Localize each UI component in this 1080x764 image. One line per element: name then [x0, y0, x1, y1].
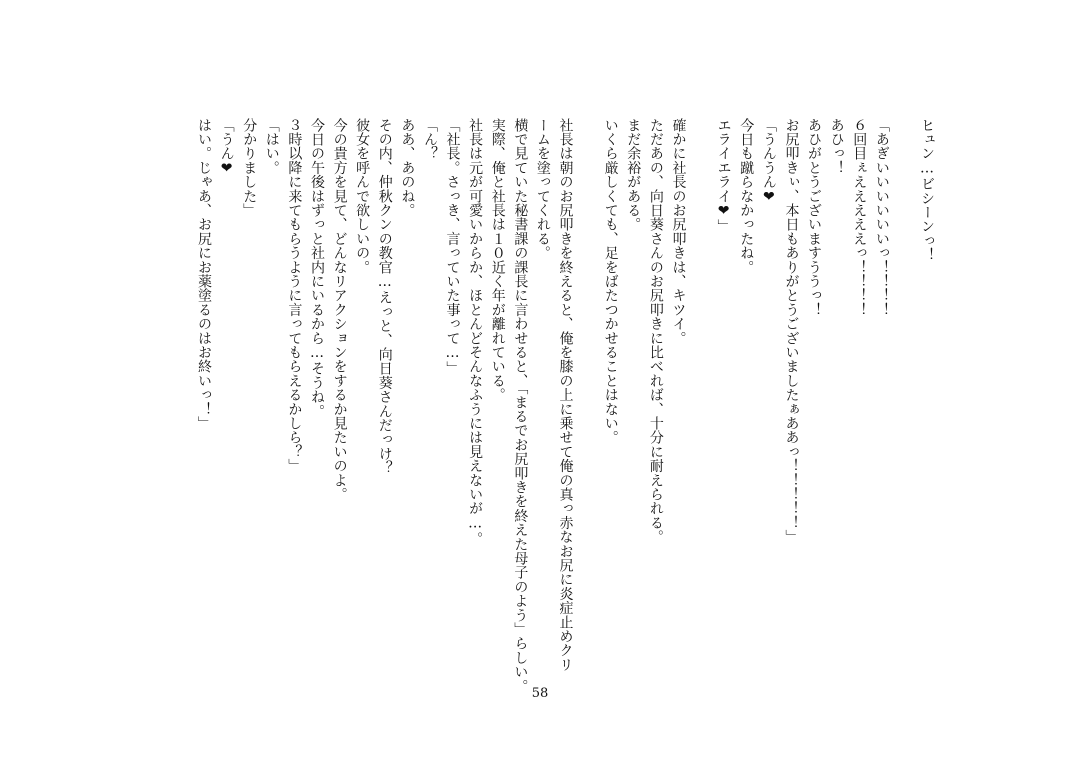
text-line: ームを塗ってくれる。 — [534, 118, 551, 260]
text-line: ああ、あのね。 — [399, 118, 416, 218]
text-line: あひがとうございますううっ！ — [806, 118, 823, 317]
text-line: 分かりました」 — [241, 118, 258, 218]
text-line: ただあの、向日葵さんのお尻叩きに比べれば、十分に耐えられる。 — [647, 118, 664, 544]
text-line: お尻叩きぃ、本日もありがとうございましたぁああっ！！！！！」 — [783, 118, 800, 544]
text-line: 「うん❤ — [218, 118, 235, 177]
text-line: いくら厳しくても、足をばたつかせることはない。 — [602, 118, 619, 445]
text-line: エライエライ❤」 — [715, 118, 732, 234]
text-line: 社長は朝のお尻叩きを終えると、俺を膝の上に乗せて俺の真っ赤なお尻に炎症止めクリ — [557, 118, 574, 672]
page-number: 58 — [531, 686, 549, 701]
text-line: ６回目ぇえええええっ！！！！ — [851, 118, 868, 317]
text-line: 社長は元が可愛いからか、ほとんどそんなふうには見えないが…。 — [467, 118, 484, 546]
text-line: 今の貴方を見て、どんなリアクションをするか見たいのよ。 — [331, 118, 348, 502]
text-line: その内、仲秋クンの教官…えっと、向日葵さんだっけ？ — [376, 118, 393, 475]
text-line: 「うんうん❤ — [760, 118, 777, 206]
text-line: ３時以降に来てもらうように言ってもらえるかしら？」 — [286, 118, 303, 473]
text-line: 横で見ていた秘書課の課長に言わせると、「まるでお尻叩きを終えた母子のよう」らしい。 — [512, 118, 529, 694]
text-line: はい。じゃあ、お尻にお薬塗るのはお終いっ！」 — [196, 118, 212, 431]
text-line: 今日も蹴らなかったね。 — [738, 118, 755, 275]
text-line: 確かに社長のお尻叩きは、キツイ。 — [670, 118, 687, 346]
text-line: ヒュン…ビシーンっ！ — [919, 118, 935, 262]
text-line: 今日の午後はずっと社内にいるから…そうね。 — [308, 118, 325, 419]
text-line: 「社長。さっき、言っていた事って…」 — [444, 118, 461, 376]
text-line: 「ん？ — [421, 118, 438, 161]
text-line: 実際、俺と社長は１０近く年が離れている。 — [489, 118, 506, 402]
text-line: 「あぎいいいいいいっ！！！！ — [873, 118, 890, 317]
text-line: 彼女を呼んで欲しいの。 — [354, 118, 371, 275]
text-line: まだ余裕がある。 — [625, 118, 642, 232]
text-line: あひっ！ — [828, 118, 845, 175]
text-line: 「はい。 — [263, 118, 280, 175]
